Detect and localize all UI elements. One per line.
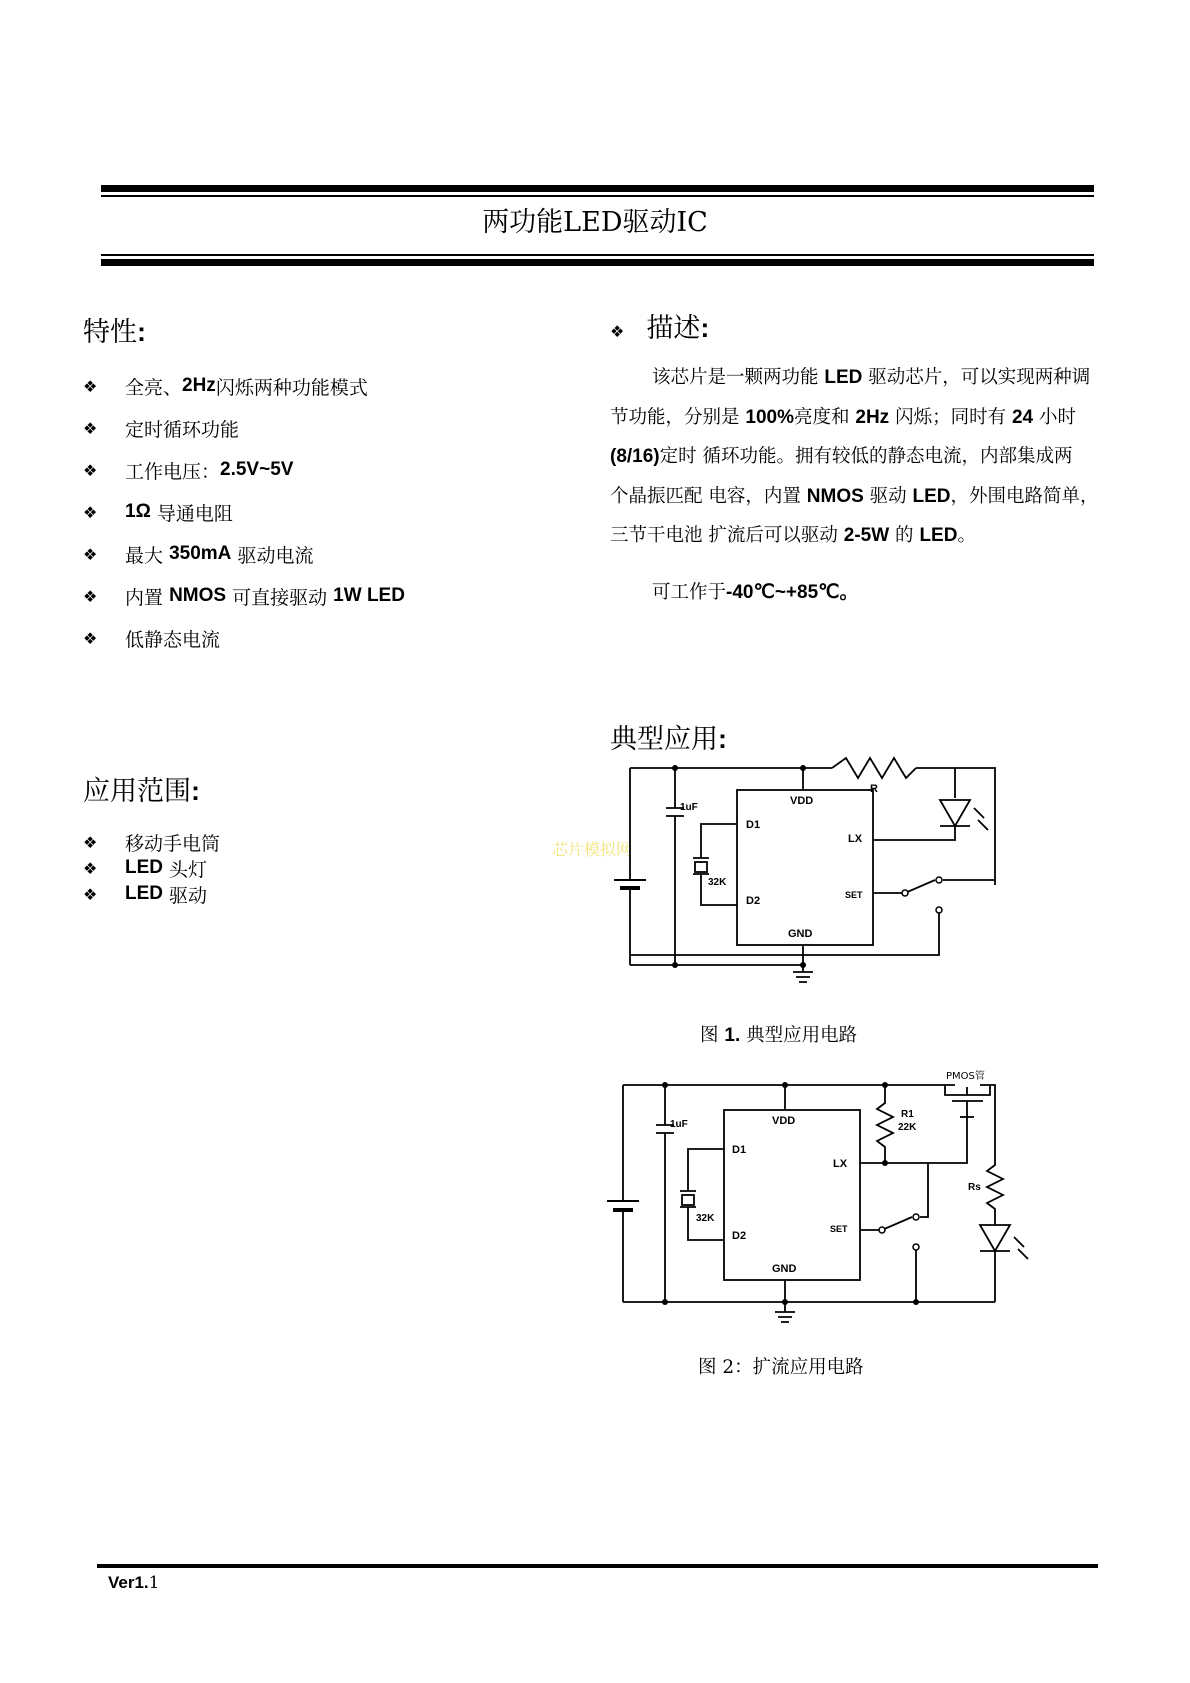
header-bottom-rule-thin [101,254,1094,256]
feature-item: ❖ 定时循环功能 [83,418,240,441]
fig2-rs-label: Rs [968,1182,981,1193]
description-line: 三节干电池 扩流后可以驱动 2-5W 的 LED。 [610,525,976,546]
description-line: 个晶振匹配 电容，内置 NMOS 驱动 LED，外围电路简单， [610,486,1099,507]
fig2-xtal-label: 32K [696,1213,715,1224]
description-heading [610,306,709,345]
bullet-icon: ❖ [83,376,98,396]
operating-temperature: 可工作于-40℃~+85℃。 [652,582,859,603]
applications-heading-text: 应用范围 [83,776,191,807]
header-top-rule-thick [101,185,1094,192]
features-list [83,365,405,659]
feature-item: ❖ 低静态电流 [83,628,221,651]
fig2-cap-label: 1uF [670,1119,688,1130]
fig2-d1-label: D1 [732,1144,747,1156]
bullet-icon: ❖ [83,460,98,480]
application-item: ❖ LED 头灯 [83,857,208,881]
figure1-caption: 图 1. 典型应用电路 [700,1025,858,1046]
fig2-set-label: SET [830,1224,848,1234]
feature-item: ❖ 1Ω 导通电阻 [83,501,233,525]
figure2-caption: 图 2：扩流应用电路 [698,1357,864,1378]
fig2-pmos-label: PMOS管 [946,1071,985,1082]
page-title: 两功能LED驱动IC [482,207,708,238]
fig2-r1-value: 22K [898,1122,917,1133]
applications-heading [83,769,200,808]
fig1-d1-label: D1 [746,819,761,831]
typical-application-heading-colon: : [718,724,727,754]
bullet-icon: ❖ [83,832,98,852]
header-top-rule-thin [101,195,1094,197]
header-bottom-rule-thick [101,259,1094,266]
features-heading-text: 特性 [83,317,137,348]
fig1-d2-label: D2 [746,895,761,907]
bullet-icon: ❖ [83,418,98,438]
features-heading [83,310,146,349]
fig1-gnd-label: GND [788,928,813,940]
feature-item: ❖ 全亮、 2Hz 闪烁两种功能模式 [83,375,368,399]
fig1-lx-label: LX [848,833,863,845]
bullet-icon: ❖ [83,544,98,564]
fig2-gnd-label: GND [772,1263,797,1275]
footer-version: Ver1.1 [108,1573,160,1593]
applications-heading-colon: : [191,776,200,806]
bullet-icon: ❖ [83,884,98,904]
figure2-schematic [600,1065,1030,1335]
fig1-vdd-label: VDD [790,795,814,807]
applications-list [83,829,220,907]
feature-item: ❖ 内置 NMOS 可直接驱动 1W LED [83,585,405,609]
fig2-vdd-label: VDD [772,1115,796,1127]
feature-item: ❖ 工作电压： 2.5V~5V [83,459,294,483]
fig2-d2-label: D2 [732,1230,747,1242]
footer-rule [97,1564,1098,1568]
bullet-icon: ❖ [83,628,98,648]
bullet-icon: ❖ [610,322,625,341]
fig1-res-label: R [870,783,878,795]
fig1-cap-label: 1uF [680,802,698,813]
figure1-schematic [600,740,1020,990]
bullet-icon: ❖ [83,586,98,606]
features-heading-colon: : [137,317,146,347]
description-line: 该芯片是一颗两功能 LED 驱动芯片，可以实现两种调 [652,367,1091,388]
fig1-set-label: SET [845,890,863,900]
application-item: ❖ 移动手电筒 [83,832,221,855]
watermark: 芯片模拟网 [552,840,633,859]
description-line: (8/16)定时 循环功能。拥有较低的静态电流，内部集成两 [610,446,1073,467]
description-heading-text: 描述 [646,313,701,344]
bullet-icon: ❖ [83,858,98,878]
fig1-xtal-label: 32K [708,877,727,888]
feature-item: ❖ 最大 350mA 驱动电流 [83,543,314,567]
fig2-lx-label: LX [833,1158,848,1170]
fig2-r1-label: R1 [901,1109,914,1120]
application-item: ❖ LED 驱动 [83,883,208,907]
description-line: 节功能，分别是 100%亮度和 2Hz 闪烁；同时有 24 小时 [610,407,1076,428]
bullet-icon: ❖ [83,502,98,522]
typical-application-heading-text: 典型应用 [610,724,718,755]
description-heading-colon: : [700,313,710,343]
